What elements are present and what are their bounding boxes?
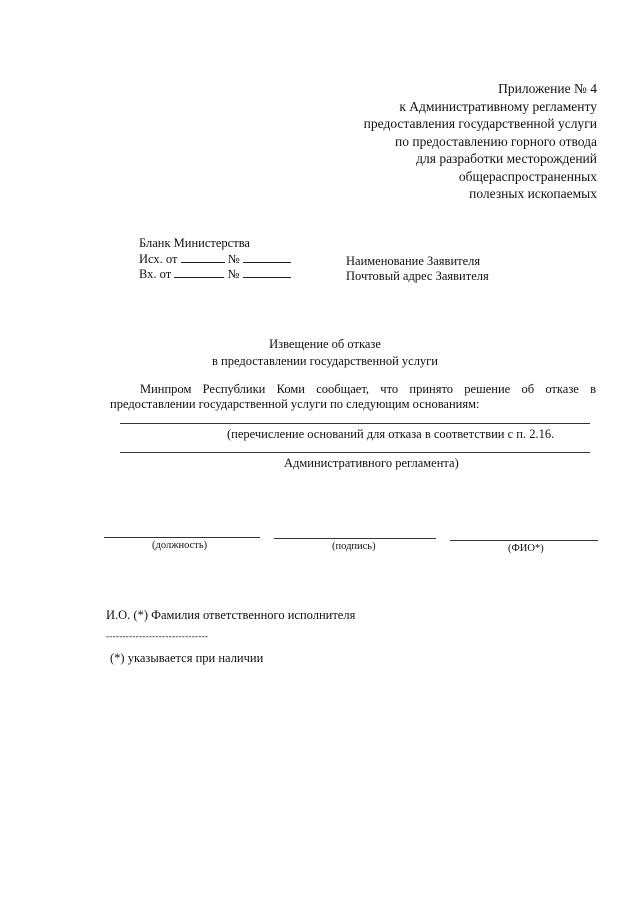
applicant-name-label: Наименование Заявителя: [346, 254, 481, 268]
notice-title-line1: Извещение об отказе: [269, 337, 381, 351]
applicant-address-label: Почтовый адрес Заявителя: [346, 269, 489, 283]
incoming-date-field: [174, 266, 224, 278]
outgoing-number-sign: №: [227, 252, 240, 266]
appendix-line: общераспространенных: [458, 168, 597, 184]
notice-title-line2: в предоставлении государственной услуги: [211, 354, 438, 368]
incoming-reference: [139, 266, 291, 282]
outgoing-date-field: [181, 251, 225, 263]
appendix-line: полезных ископаемых: [469, 186, 597, 201]
outgoing-reference: [139, 251, 291, 267]
position-caption: (должность): [152, 540, 208, 551]
grounds-line-1: [120, 423, 590, 424]
footnote-text: (*) указывается при наличии: [110, 651, 264, 665]
outgoing-prefix: Исх. от: [139, 252, 178, 266]
footnote-separator: -------------------------------: [106, 631, 209, 641]
appendix-line: к Административному регламенту: [399, 98, 597, 114]
executor-label: И.О. (*) Фамилия ответственного исполнителя: [106, 608, 356, 622]
appendix-line: Приложение № 4: [498, 81, 597, 96]
grounds-hint-line2: Административного регламента): [284, 456, 459, 470]
grounds-line-2: [120, 452, 590, 453]
notice-body-line2: предоставлении государственной услуги по следующим основаниям:: [110, 397, 480, 411]
name-caption: (ФИО*): [508, 543, 544, 554]
appendix-header: [364, 80, 597, 203]
outgoing-number-field: [243, 251, 291, 263]
appendix-line: для разработки месторождений: [416, 151, 597, 166]
appendix-line: по предоставлению горного отвода: [395, 133, 597, 149]
notice-title: [0, 336, 640, 370]
notice-body-line1: Минпром Республики Коми сообщает, что принято решение об отказе в: [140, 382, 596, 396]
incoming-number-sign: №: [227, 267, 240, 281]
incoming-prefix: Вх. от: [139, 267, 172, 281]
grounds-hint-line1: (перечисление оснований для отказа в соответствии с п. 2.16.: [227, 427, 555, 441]
signature-line: [274, 538, 436, 539]
appendix-line: предоставления государственной услуги: [363, 116, 597, 131]
ministry-blank-label: Бланк Министерства: [139, 236, 250, 250]
position-line: [104, 537, 260, 538]
signature-caption: (подпись): [332, 541, 376, 552]
name-line: [450, 540, 598, 541]
incoming-number-field: [243, 266, 291, 278]
